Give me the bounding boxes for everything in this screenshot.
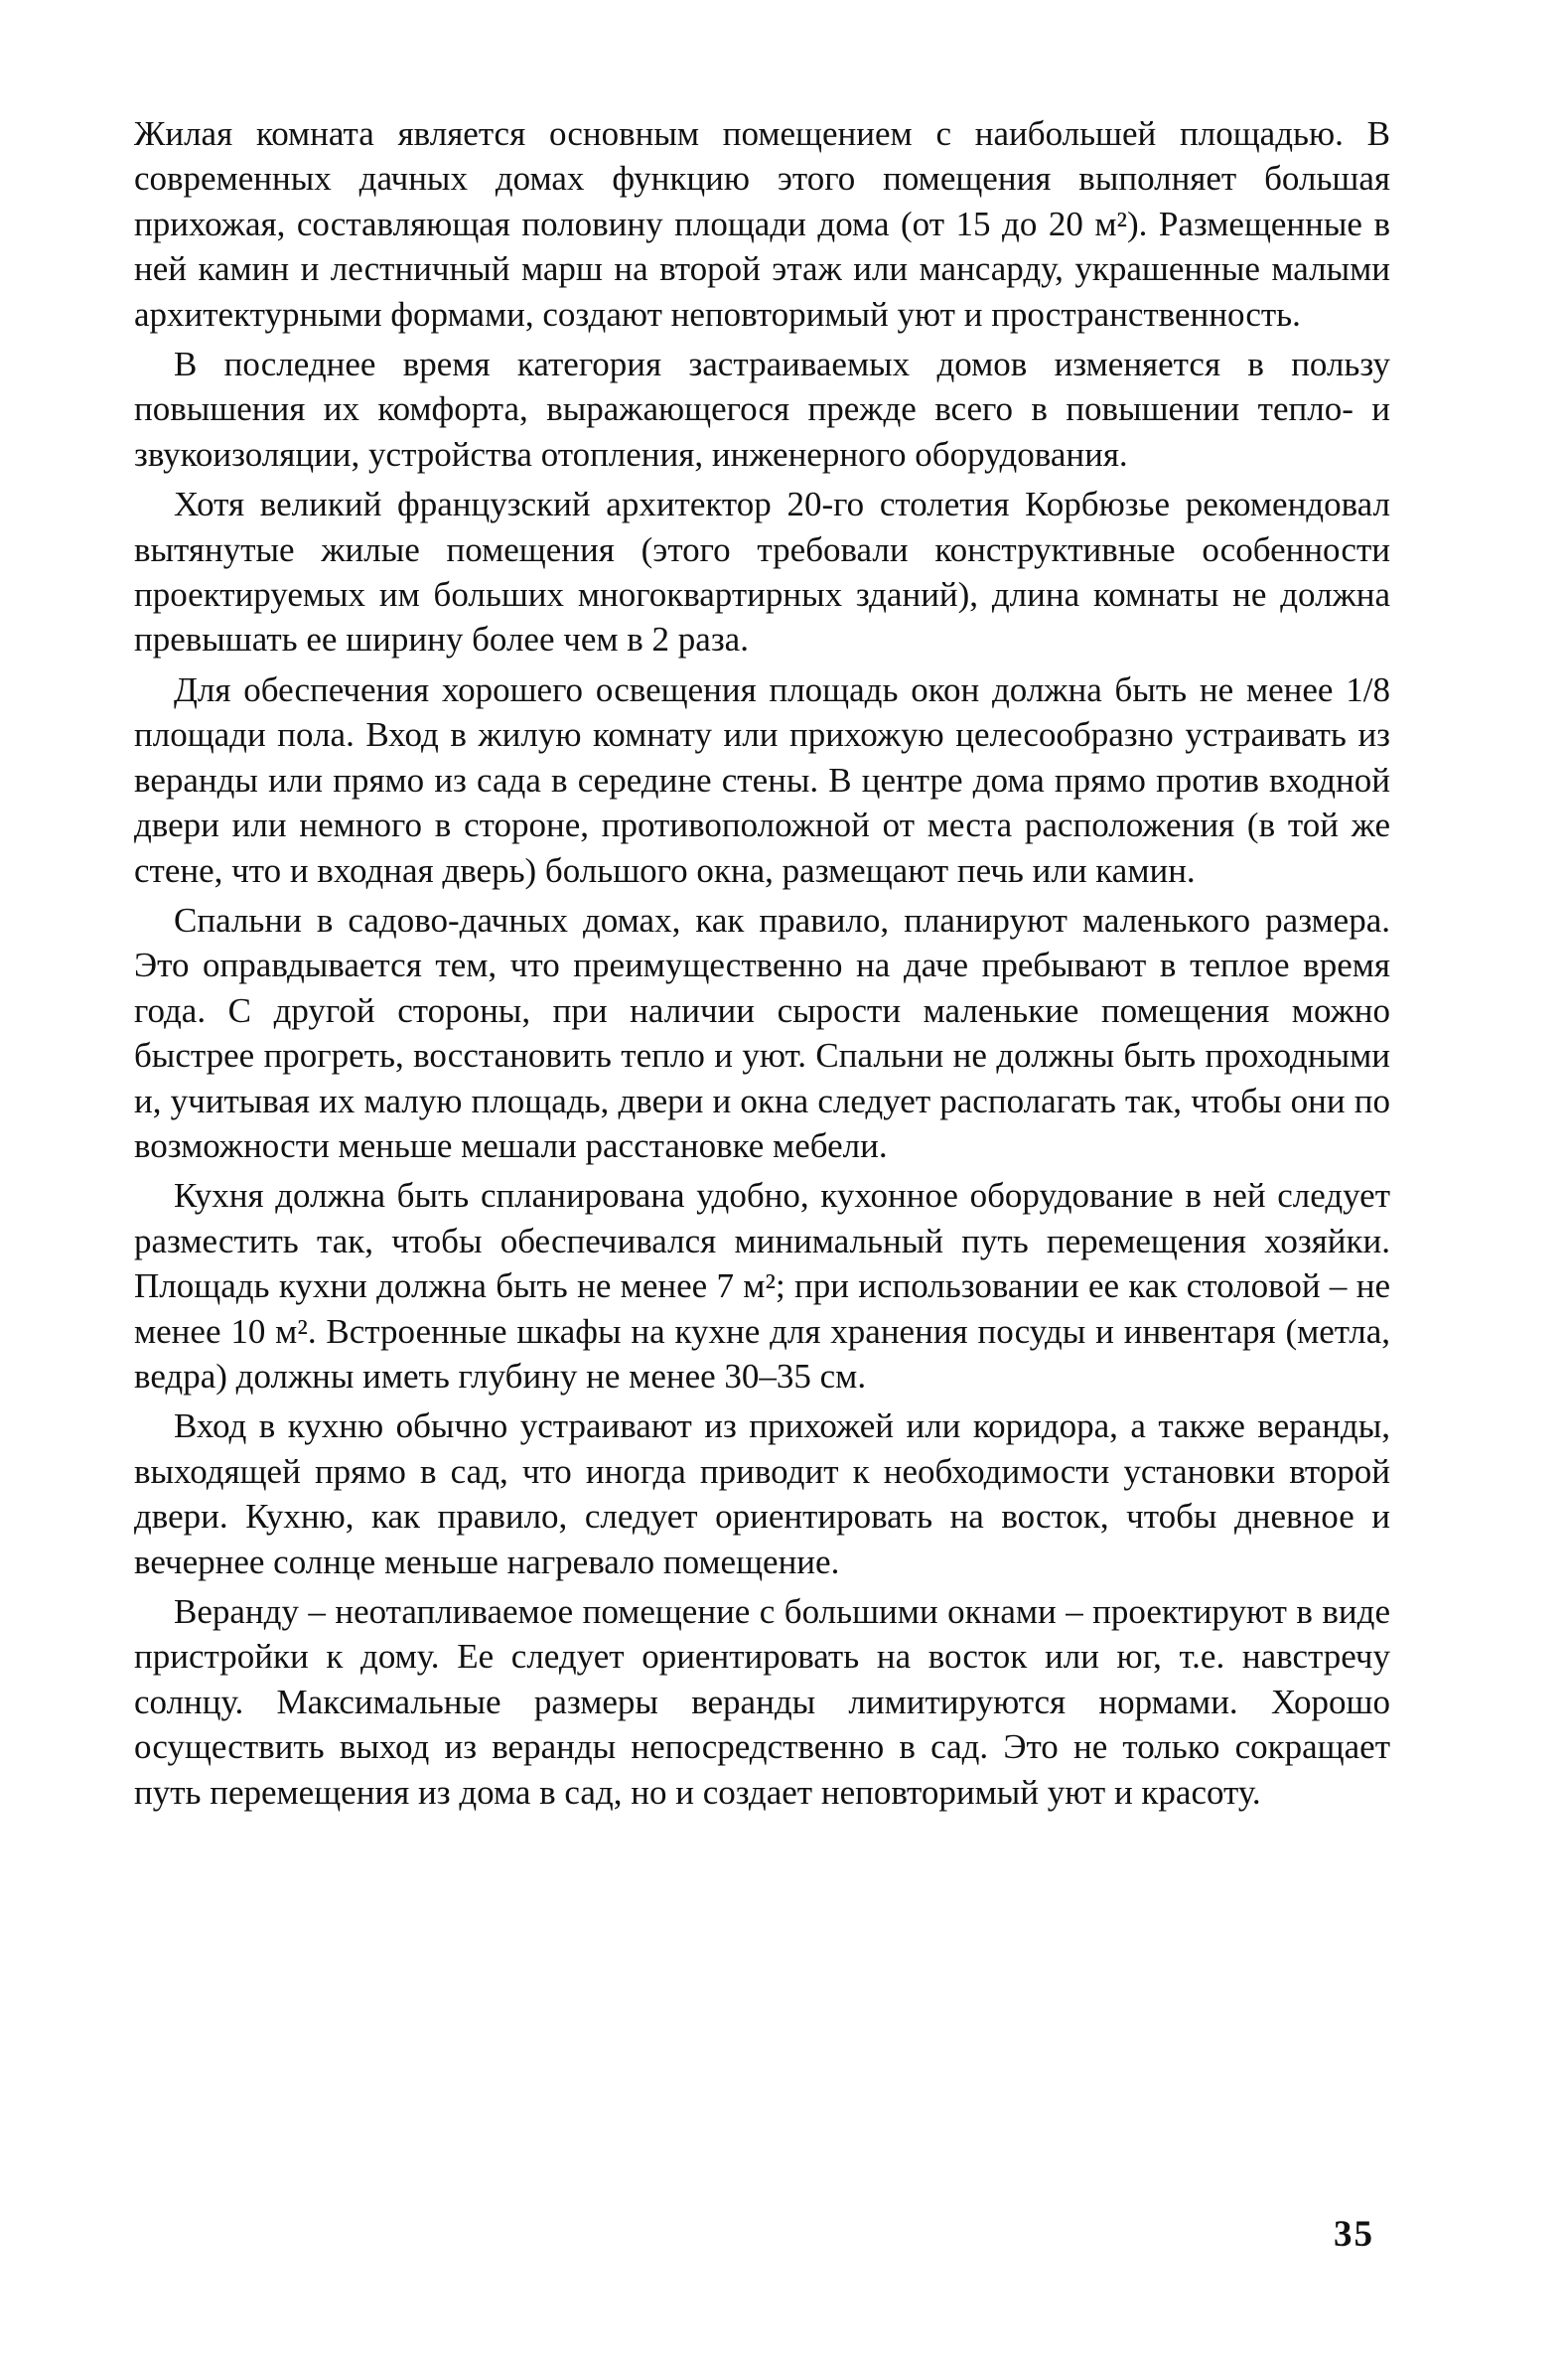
paragraph-lighting: Для обеспечения хорошего освещения площадь окон должна быть не менее 1/8 площади пола. Вход в жилую комнату или прихожую целесообразно устраивать из веранды или прямо из сада в середине стены. В центре дома прямо против входной двери или немного в стороне, противоположной от места расположения (в той же стене, что и входная дверь) большого окна, размещают печь или камин. [134, 669, 1390, 890]
paragraph-living-room: Жилая комната является основным помещением с наибольшей площадью. В современных дачных домах функцию этого помещения выполняет большая прихожая, составляющая половину площади дома (от 15 до 20 м²). Размещенные в ней камин и лестничный марш на второй этаж или мансарду, украшенные малыми архитектурными формами, создают неповторимый уют и пространственность. [134, 114, 1390, 334]
paragraph-corbusier: Хотя великий французский архитектор 20-го столетия Корбюзье рекомендовал вытянутые жилые помещения (этого требовали конструктивные особенности проектируемых им больших многоквартирных зданий), длина комнаты не должна превышать ее ширину более чем в 2 раза. [134, 485, 1390, 660]
paragraph-comfort: В последнее время категория застраиваемых домов изменяется в пользу повышения их комфорта, выражающегося прежде всего в повышении тепло- и звукоизоляции, устройства отопления, инженерного оборудования. [134, 345, 1390, 474]
page-number: 35 [1334, 2214, 1374, 2255]
page-body [134, 111, 1390, 1820]
paragraph-veranda: Веранду – неотапливаемое помещение с большими окнами – проектируют в виде пристройки к дому. Ее следует ориентировать на восток или юг, т.е. навстречу солнцу. Максимальные размеры веранды лимитируются нормами. Хорошо осуществить выход из веранды непосредственно в сад. Это не только сокращает путь перемещения из дома в сад, но и создает неповторимый уют и красоту. [134, 1592, 1390, 1812]
paragraph-kitchen-entrance: Вход в кухню обычно устраивают из прихожей или коридора, а также веранды, выходящей прямо в сад, что иногда приводит к необходимости установки второй двери. Кухню, как правило, следует ориентировать на восток, чтобы дневное и вечернее солнце меньше нагревало помещение. [134, 1406, 1390, 1581]
paragraph-kitchen: Кухня должна быть спланирована удобно, кухонное оборудование в ней следует разместить так, чтобы обеспечивался минимальный путь перемещения хозяйки. Площадь кухни должна быть не менее 7 м²; при использовании ее как столовой – не менее 10 м². Встроенные шкафы на кухне для хранения посуды и инвентаря (метла, ведра) должны иметь глубину не менее 30–35 см. [134, 1176, 1390, 1396]
paragraph-bedrooms: Спальни в садово-дачных домах, как правило, планируют маленького размера. Это оправдывается тем, что преимущественно на даче пребывают в теплое время года. С другой стороны, при наличии сырости маленькие помещения можно быстрее прогреть, восстановить тепло и уют. Спальни не должны быть проходными и, учитывая их малую площадь, двери и окна следует располагать так, чтобы они по возможности меньше мешали расстановке мебели. [134, 900, 1390, 1165]
